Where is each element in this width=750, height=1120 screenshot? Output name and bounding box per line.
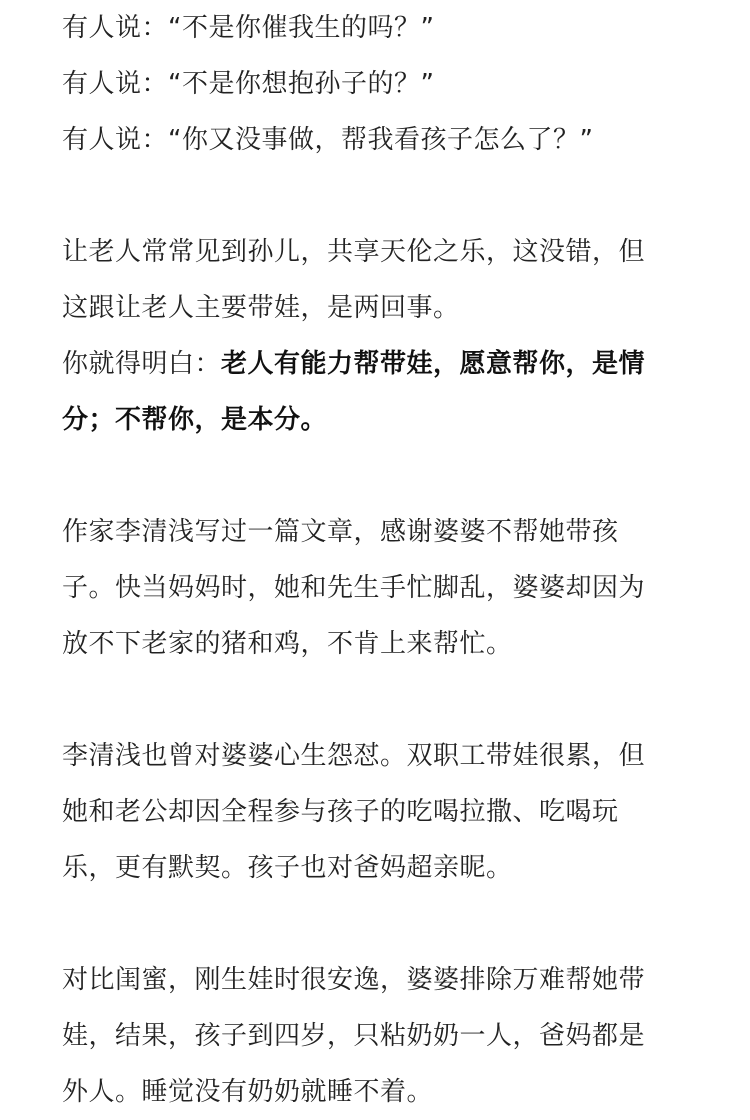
quote-text: “你又没事做，帮我看孩子怎么了？” — [168, 125, 594, 155]
paragraph-line: 对比闺蜜，刚生娃时很安逸，婆婆排除万难帮她带 — [62, 965, 646, 995]
paragraph-gap — [62, 672, 702, 728]
paragraph-line: 外人。睡觉没有奶奶就睡不着。 — [62, 1077, 434, 1107]
paragraph-line: 放不下老家的猪和鸡，不肯上来帮忙。 — [62, 629, 513, 659]
paragraph-line: 娃，结果，孩子到四岁，只粘奶奶一人，爸妈都是 — [62, 1021, 646, 1051]
paragraph-line: 让老人常常见到孙儿，共享天伦之乐，这没错，但 — [62, 237, 646, 267]
paragraph-line: 这跟让老人主要带娃，是两回事。 — [62, 293, 460, 323]
quote-prefix: 有人说： — [62, 69, 169, 99]
quote-prefix: 有人说： — [62, 125, 169, 155]
paragraph-line: 乐，更有默契。孩子也对爸妈超亲昵。 — [62, 853, 513, 883]
paragraph-line: 她和老公却因全程参与孩子的吃喝拉撒、吃喝玩 — [62, 797, 619, 827]
quote-prefix: 有人说： — [62, 13, 169, 43]
quote-line — [62, 56, 702, 112]
paragraph-line: 作家李清浅写过一篇文章，感谢婆婆不帮她带孩 — [62, 517, 619, 547]
quote-text: “不是你催我生的吗？” — [168, 13, 435, 43]
paragraph-gap — [62, 448, 702, 504]
paragraph-line: 李清浅也曾对婆婆心生怨怼。双职工带娃很累，但 — [62, 741, 646, 771]
quote-text: “不是你想抱孙子的？” — [168, 69, 435, 99]
quote-line — [62, 112, 702, 168]
paragraph-gap — [62, 896, 702, 952]
paragraph-line — [62, 336, 702, 392]
emphasis-text: 分；不帮你，是本分。 — [62, 405, 328, 435]
paragraph-line: 子。快当妈妈时，她和先生手忙脚乱，婆婆却因为 — [62, 573, 646, 603]
emphasis-text: 老人有能力帮带娃，愿意帮你，是情 — [221, 349, 646, 379]
paragraph-gap — [62, 168, 702, 224]
emphasis-prefix: 你就得明白： — [62, 349, 222, 379]
article-body — [62, 0, 702, 1120]
quote-line — [62, 0, 702, 56]
